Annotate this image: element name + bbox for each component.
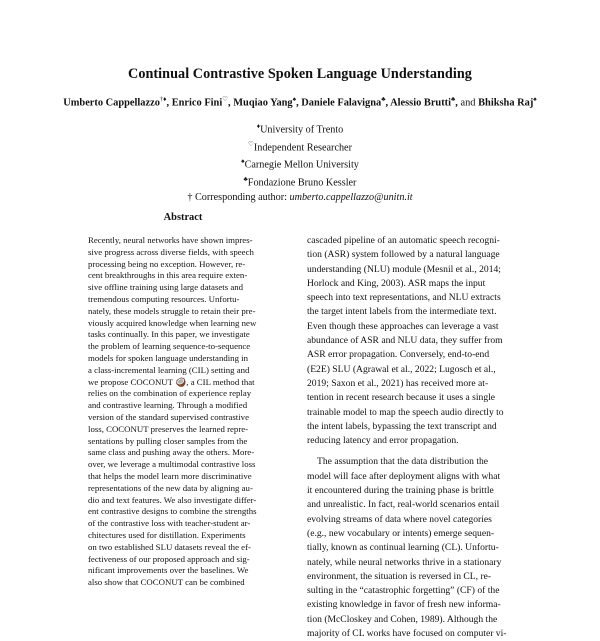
author-name: Muqiao Yang xyxy=(233,97,293,109)
author-mark: †♦ xyxy=(159,96,167,103)
abstract-line xyxy=(88,577,278,589)
affiliation-name: Independent Researcher xyxy=(253,142,352,154)
author-name: Daniele Falavigna xyxy=(301,97,382,109)
abstract-text: over, we leverage a multimodal contrastive loss xyxy=(88,459,256,470)
affiliation-mark: ♣ xyxy=(243,176,248,184)
abstract-text: sive offline training using large datasets and xyxy=(88,282,244,293)
abstract-line xyxy=(88,554,278,566)
abstract-text: models for spoken language understanding in xyxy=(88,352,249,363)
coconut-icon: 🥥 xyxy=(175,376,187,387)
body-line: tion (ASR) system followed by a natural language xyxy=(307,249,500,261)
abstract-text: sive progress across diverse fields, with speech xyxy=(88,246,254,257)
abstract-line xyxy=(88,259,278,271)
abstract-line xyxy=(88,436,278,448)
abstract-line xyxy=(88,388,278,400)
abstract-text: a class-incremental learning (CIL) setting and xyxy=(88,364,250,375)
abstract-line xyxy=(88,483,278,495)
author-mark: ♡ xyxy=(222,96,229,103)
paragraph-1 xyxy=(307,234,527,448)
affiliation-line xyxy=(0,155,600,173)
body-line: environment, the situation is reversed in CL, re- xyxy=(307,570,492,582)
abstract-line xyxy=(88,530,278,542)
author-name: Bhiksha Raj xyxy=(478,97,534,109)
body-line: Even though these approaches can leverage a vast xyxy=(307,320,499,332)
affiliation-name: Carnegie Mellon University xyxy=(244,159,359,171)
body-line: the target intent labels from the intermediate text. xyxy=(307,306,497,318)
abstract-text: loss, COCONUT preserves the learned repre- xyxy=(88,423,249,434)
body-column xyxy=(307,234,527,641)
body-line: understanding (NLU) module (Mesnil et al., 2014; xyxy=(307,263,501,275)
body-line: abundance of ASR and NLU data, they suffer from xyxy=(307,335,503,347)
body-line: it encountered during the training phase is brittle xyxy=(307,485,494,497)
abstract-text: also show that COCONUT can be combined xyxy=(88,577,245,588)
abstract-line xyxy=(88,329,278,341)
abstract-line xyxy=(88,294,278,306)
abstract-text: version of the standard supervised contrastive xyxy=(88,411,249,422)
author-name: Umberto Cappellazzo xyxy=(63,97,160,109)
abstract-text: Recently, neural networks have shown impres- xyxy=(88,235,253,245)
author-mark: ♣ xyxy=(381,96,386,103)
affiliations xyxy=(0,120,600,205)
author-name: Enrico Fini xyxy=(171,97,223,109)
abstract-text: chitectures used for distillation. Experiments xyxy=(88,529,246,540)
body-line: ASR error propagation. Conversely, end-to-end xyxy=(307,349,490,361)
abstract-line xyxy=(88,270,278,282)
body-line: evolving streams of data where novel categories xyxy=(307,513,492,525)
abstract-text: the problem of learning sequence-to-sequence xyxy=(88,341,251,352)
abstract-heading: Abstract xyxy=(163,212,203,223)
abstract-text: dio and text features. We also investigate differ- xyxy=(88,494,257,505)
affiliation-mark: ♠ xyxy=(241,158,245,166)
abstract-text: tremendous computing resources. Unfortu- xyxy=(88,293,240,304)
author-name: Alessio Brutti xyxy=(390,97,452,109)
body-line: The assumption that the data distribution the xyxy=(317,456,489,468)
abstract-text: sentations by pulling closer samples from the xyxy=(88,435,248,446)
abstract-line xyxy=(88,365,278,377)
abstract-line xyxy=(88,506,278,518)
corresponding-email: umberto.cappellazzo@unitn.it xyxy=(289,191,413,203)
abstract-line xyxy=(88,424,278,436)
body-line: (E2E) SLU (Agrawal et al., 2022; Lugosch et al., xyxy=(307,363,496,375)
abstract-line xyxy=(88,471,278,483)
abstract-text: of the contrastive loss with teacher-student ar- xyxy=(88,518,251,529)
affiliation-mark: ♦ xyxy=(256,123,261,130)
abstract-text: we propose COCONUT xyxy=(88,376,173,387)
author-mark: ♠ xyxy=(292,96,297,103)
abstract-text: ent contrastive designs to combine the strengths xyxy=(88,506,257,517)
affiliation-name: University of Trento xyxy=(260,124,344,136)
abstract-text: fectiveness of our proposed approach and sig- xyxy=(88,553,250,564)
author-conjunction: and xyxy=(460,97,476,109)
abstract-line xyxy=(88,542,278,554)
affiliation-name: Fondazione Bruno Kessler xyxy=(247,177,357,189)
abstract-line xyxy=(88,447,278,459)
abstract-line xyxy=(88,495,278,507)
affiliation-mark: ♡ xyxy=(248,140,254,148)
abstract-line xyxy=(88,235,278,247)
affiliation-line xyxy=(0,138,600,156)
abstract-line xyxy=(88,565,278,577)
body-line: the intent labels, bypassing the text transcript and xyxy=(307,420,497,432)
paper-title: Continual Contrastive Spoken Language Understanding xyxy=(128,66,472,82)
abstract-text: same class and pushing away the others. More- xyxy=(88,447,255,458)
body-line: existing knowledge in favor of fresh new informa- xyxy=(307,599,501,611)
abstract-line xyxy=(88,459,278,471)
abstract-text: and contrastive learning. Through a modified xyxy=(88,400,248,411)
body-line: cascaded pipeline of an automatic speech recogni- xyxy=(307,235,500,246)
body-line: majority of CL works have focused on computer vi- xyxy=(307,628,507,640)
abstract-text: nately, these models struggle to retain their pre- xyxy=(88,305,256,316)
corresponding-label: † Corresponding author: xyxy=(187,191,290,203)
abstract-line xyxy=(88,318,278,330)
body-line: Horlock and King, 2003). ASR maps the input xyxy=(307,277,486,289)
abstract-body xyxy=(88,235,278,589)
abstract-column xyxy=(88,212,278,589)
author-list: Umberto Cappellazzo†♦, Enrico Fini♡, Muqiao Yang♠, Daniele Falavigna♣, Alessio Brutti♣, and Bhiksha Raj♠ xyxy=(63,96,537,109)
abstract-text: processing being no exception. However, re- xyxy=(88,258,246,269)
abstract-text: representations of the new data by aligning au- xyxy=(88,482,253,493)
affiliation-line xyxy=(0,173,600,191)
abstract-line xyxy=(88,518,278,530)
affiliation-line xyxy=(0,120,600,138)
abstract-line xyxy=(88,247,278,259)
body-line: (e.g., new vocabulary or intents) emerge sequen- xyxy=(307,527,495,539)
abstract-line xyxy=(88,353,278,365)
abstract-text: that helps the model learn more discriminative xyxy=(88,470,252,481)
corresponding-author xyxy=(0,191,600,205)
body-line: nately, while neural networks thrive in a stationary xyxy=(307,556,502,568)
abstract-line xyxy=(88,400,278,412)
body-line: 2019; Saxon et al., 2021) has received more at- xyxy=(307,377,489,389)
abstract-line xyxy=(88,306,278,318)
author-mark: ♣ xyxy=(451,96,456,103)
abstract-line xyxy=(88,377,278,389)
abstract-text: tasks continually. In this paper, we investigate xyxy=(88,329,250,340)
abstract-text: , a CIL method that xyxy=(186,376,255,387)
abstract-text: nificant improvements over the baselines. We xyxy=(88,565,249,576)
body-line: tially, known as continual learning (CL). Unfortu- xyxy=(307,542,499,554)
paragraph-2 xyxy=(307,455,527,641)
abstract-line xyxy=(88,412,278,424)
abstract-text: cent breakthroughs in this area require exten- xyxy=(88,270,248,281)
body-line: tion (McCloskey and Cohen, 1989). Although the xyxy=(307,613,498,625)
abstract-text: viously acquired knowledge when learning new xyxy=(88,317,257,328)
abstract-text: on two established SLU datasets reveal the ef- xyxy=(88,541,251,552)
body-line: tention in recent research because it uses a single xyxy=(307,392,496,404)
abstract-text: relies on the combination of experience replay xyxy=(88,388,252,399)
body-line: sulting in the “catastrophic forgetting” (CF) of the xyxy=(307,585,500,597)
body-line: speech into text representations, and NLU extracts xyxy=(307,292,501,304)
body-line: and unrealistic. In fact, real-world scenarios entail xyxy=(307,499,500,511)
body-line: reducing latency and error propagation. xyxy=(307,435,459,447)
body-line: trainable model to map the speech audio directly to xyxy=(307,406,504,418)
abstract-line xyxy=(88,282,278,294)
abstract-line xyxy=(88,341,278,353)
author-mark: ♠ xyxy=(533,96,537,103)
body-line: model will face after deployment aligns with what xyxy=(307,470,501,482)
